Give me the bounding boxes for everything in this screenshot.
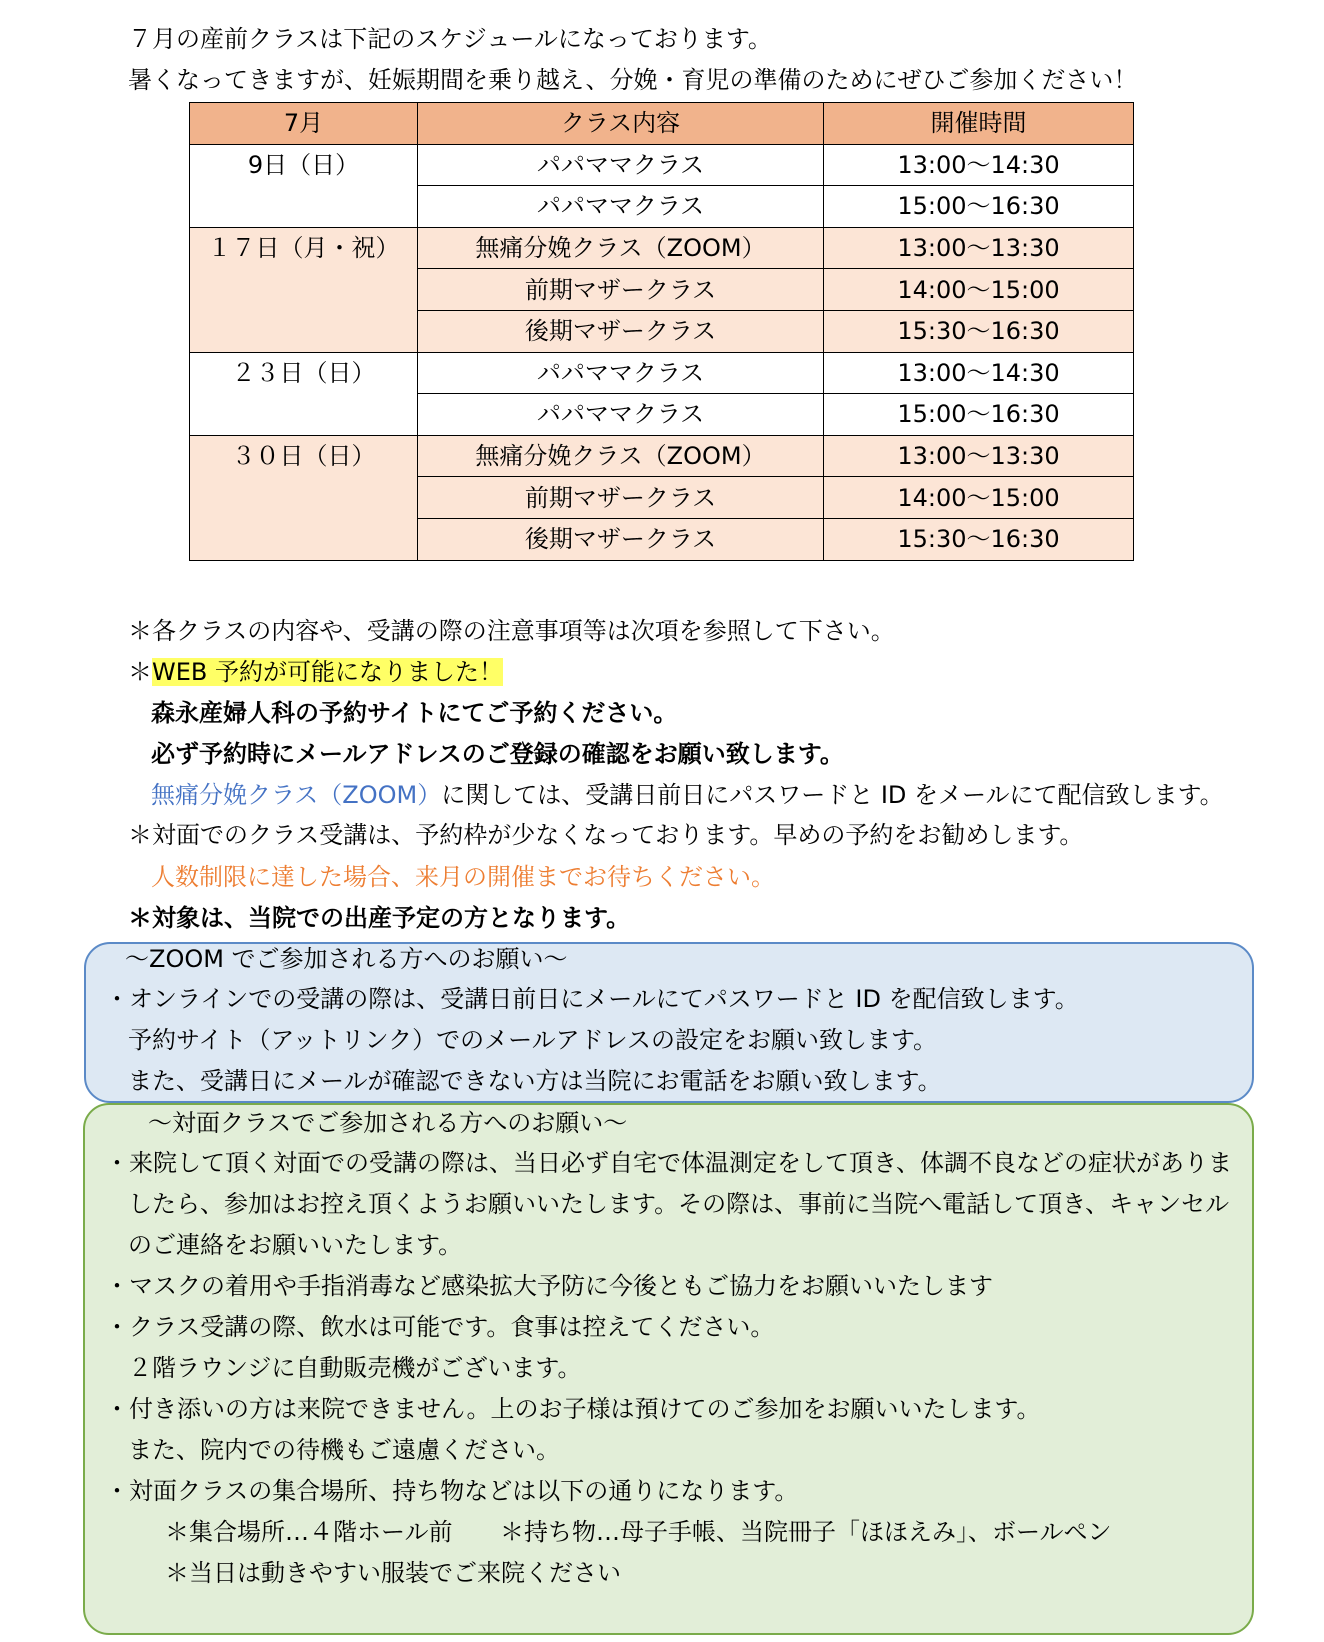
class-cell: パパママクラス — [418, 394, 824, 436]
in-person-line-5: ・クラス受講の際、飲水は可能です。食事は控えてください。 — [105, 1313, 775, 1341]
header-month: 7月 — [190, 103, 418, 145]
header-time: 開催時間 — [824, 103, 1134, 145]
class-cell: パパママクラス — [418, 186, 824, 228]
intro-line-1: ７月の産前クラスは下記のスケジュールになっております。 — [128, 25, 772, 53]
class-cell: 後期マザークラス — [418, 310, 824, 352]
table-row — [190, 227, 1134, 269]
time-cell: 13:00〜14:30 — [824, 352, 1134, 394]
in-person-line-6: ２階ラウンジに自動販売機がございます。 — [128, 1354, 582, 1382]
date-cell: 9日（日） — [190, 144, 418, 227]
note-zoom-delivery — [151, 778, 1224, 812]
zoom-box-line-3: また、受講日にメールが確認できない方は当院にお電話をお願い致します。 — [128, 1067, 942, 1095]
in-person-line-4: ・マスクの着用や手指消毒など感染拡大予防に今後ともご協力をお願いいたします — [105, 1272, 993, 1300]
class-cell: 後期マザークラス — [418, 518, 824, 560]
zoom-delivery-text: に関しては、受講日前日にパスワードと ID をメールにて配信致します。 — [441, 781, 1224, 809]
time-cell: 15:00〜16:30 — [824, 186, 1134, 228]
class-cell: パパママクラス — [418, 144, 824, 186]
belongings: ＊持ち物…母子手帳、当院冊子「ほほえみ」、ボールペン — [500, 1518, 1112, 1546]
note-web-reservation — [128, 655, 503, 689]
zoom-class-name: 無痛分娩クラス（ZOOM） — [151, 781, 442, 809]
date-cell: ２３日（日） — [190, 352, 418, 435]
in-person-line-3: のご連絡をお願いいたします。 — [128, 1231, 463, 1259]
table-row — [190, 144, 1134, 186]
class-cell: 前期マザークラス — [418, 269, 824, 311]
web-reservation-highlight: WEB 予約が可能になりました！ — [152, 658, 503, 686]
table-row — [190, 352, 1134, 394]
time-cell: 14:00〜15:00 — [824, 269, 1134, 311]
time-cell: 13:00〜13:30 — [824, 227, 1134, 269]
in-person-box-title: 〜対面クラスでご参加される方へのお願い〜 — [148, 1109, 628, 1137]
in-person-line-9: ・対面クラスの集合場所、持ち物などは以下の通りになります。 — [105, 1477, 799, 1505]
time-cell: 15:30〜16:30 — [824, 310, 1134, 352]
note-reservation-site: 森永産婦人科の予約サイトにてご予約ください。 — [151, 699, 678, 727]
clothing-note: ＊当日は動きやすい服装でご来院ください — [165, 1559, 621, 1587]
note-asterisk: ＊ — [128, 658, 152, 686]
table-row — [190, 435, 1134, 477]
schedule-table — [189, 102, 1134, 561]
note-capacity-limit: 人数制限に達した場合、来月の開催までお待ちください。 — [151, 863, 775, 891]
meeting-place: ＊集合場所…４階ホール前 — [165, 1518, 453, 1546]
zoom-box-title: 〜ZOOM でご参加される方へのお願い〜 — [125, 945, 568, 973]
date-cell: ３０日（日） — [190, 435, 418, 560]
note-target: ＊対象は、当院での出産予定の方となります。 — [128, 904, 631, 932]
time-cell: 15:00〜16:30 — [824, 394, 1134, 436]
in-person-line-1: ・来院して頂く対面での受講の際は、当日必ず自宅で体温測定をして頂き、体調不良などの症状がありま — [105, 1149, 1233, 1177]
zoom-box-line-1: ・オンラインでの受講の際は、受講日前日にメールにてパスワードと ID を配信致します。 — [105, 985, 1079, 1013]
note-email-confirm: 必ず予約時にメールアドレスのご登録の確認をお願い致します。 — [151, 740, 844, 768]
time-cell: 13:00〜13:30 — [824, 435, 1134, 477]
class-cell: 無痛分娩クラス（ZOOM） — [418, 435, 824, 477]
in-person-line-7: ・付き添いの方は来院できません。上のお子様は預けてのご参加をお願いいたします。 — [105, 1395, 1041, 1423]
header-class-content: クラス内容 — [418, 103, 824, 145]
note-see-next: ＊各クラスの内容や、受講の際の注意事項等は次項を参照して下さい。 — [128, 617, 895, 645]
class-cell: パパママクラス — [418, 352, 824, 394]
zoom-box-line-2: 予約サイト（アットリンク）でのメールアドレスの設定をお願い致します。 — [128, 1026, 938, 1054]
time-cell: 15:30〜16:30 — [824, 518, 1134, 560]
table-header-row — [190, 103, 1134, 145]
class-cell: 前期マザークラス — [418, 477, 824, 519]
date-cell: １７日（月・祝） — [190, 227, 418, 352]
note-limited-slots: ＊対面でのクラス受講は、予約枠が少なくなっております。早めの予約をお勧めします。 — [128, 821, 1084, 849]
class-cell: 無痛分娩クラス（ZOOM） — [418, 227, 824, 269]
in-person-line-8: また、院内での待機もご遠慮ください。 — [128, 1436, 560, 1464]
time-cell: 14:00〜15:00 — [824, 477, 1134, 519]
intro-line-2: 暑くなってきますが、妊娠期間を乗り越え、分娩・育児の準備のためにぜひご参加ください！ — [128, 66, 1138, 94]
time-cell: 13:00〜14:30 — [824, 144, 1134, 186]
in-person-line-2: したら、参加はお控え頂くようお願いいたします。その際は、事前に当院へ電話して頂き、キャンセル — [128, 1190, 1230, 1218]
